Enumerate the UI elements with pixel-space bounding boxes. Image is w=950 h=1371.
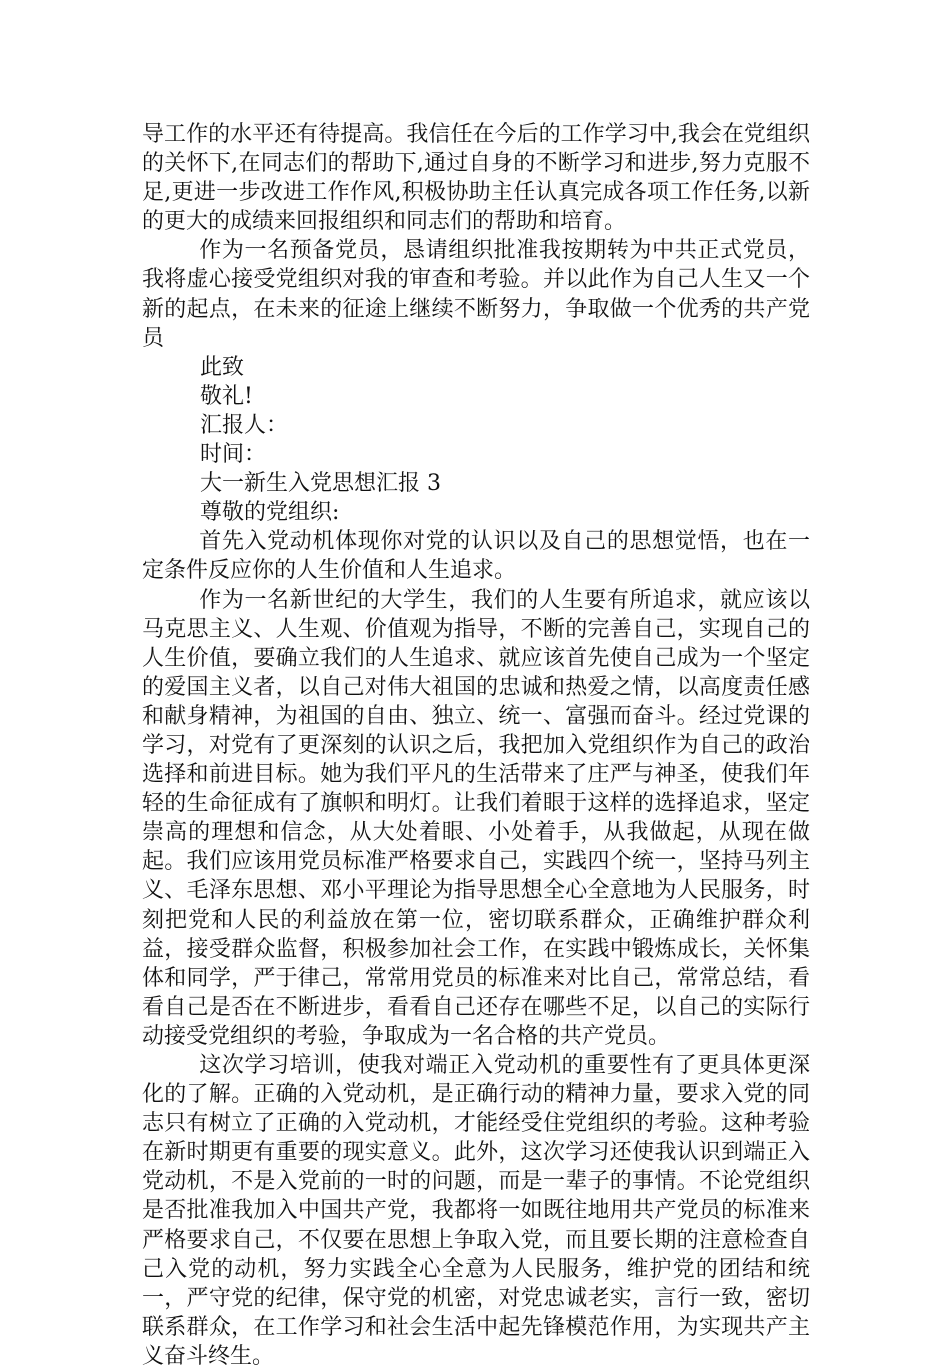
time-label: 时间： bbox=[200, 442, 267, 468]
section-title: 大一新生入党思想汇报 3 bbox=[200, 471, 441, 497]
body-paragraph-training: 这次学习培训，使我对端正入党动机的重要性有了更具体更深化的了解。正确的入党动机，是正确行动的精神力量，要求入党的同志只有树立了正确的入党动机，才能经受住党组织的考验。这种考验在新时期更有重要的现实意义。此外，这次学习还使我认识到端正入党动机，不是入党前的一时的问题，而是一辈子的事情。不论党组织是否批准我加入中国共产党，我都将一如既往地用共产党员的标准来严格要求自己，不仅要在思想上争取入党，而且要长期的注意检查自己入党的动机，努力实践全心全意为人民服务，维护党的团结和统一，严守党的纪律，保守党的机密，对党忠诚老实，言行一致，密切联系群众，在工作学习和社会生活中起先锋模范作用，为实现共产主义奋斗终生。 bbox=[142, 1053, 810, 1369]
paragraph-probationary-member: 作为一名预备党员，恳请组织批准我按期转为中共正式党员，我将虚心接受党组织对我的审查和考验。并以此作为自己人生又一个新的起点，在未来的征途上继续不断努力，争取做一个优秀的共产党员 bbox=[142, 238, 810, 351]
body-paragraph-motivation: 首先入党动机体现你对党的认识以及自己的思想觉悟，也在一定条件反应你的人生价值和人生追求。 bbox=[142, 529, 810, 584]
salutation: 尊敬的党组织: bbox=[200, 500, 340, 526]
closing-regards: 敬礼! bbox=[200, 383, 253, 409]
body-paragraph-student: 作为一名新世纪的大学生，我们的人生要有所追求，就应该以马克思主义、人生观、价值观为指导，不断的完善自己，实现自己的人生价值，要确立我们的人生追求、就应该首先使自己成为一个坚定的爱国主义者，以自己对伟大祖国的忠诚和热爱之情，以高度责任感和献身精神，为祖国的自由、独立、统一、富强而奋斗。经过党课的学习，对党有了更深刻的认识之后，我把加入党组织作为自己的政治选择和前进目标。她为我们平凡的生活带来了庄严与神圣，使我们年轻的生命征成有了旗帜和明灯。让我们着眼于这样的选择追求，坚定崇高的理想和信念，从大处着眼、小处着手，从我做起，从现在做起。我们应该用党员标准严格要求自己，实践四个统一，坚持马列主义、毛泽东思想、邓小平理论为指导思想全心全意地为人民服务，时刻把党和人民的利益放在第一位，密切联系群众，正确维护群众利益，接受群众监督，积极参加社会工作，在实践中锻炼成长，关怀集体和同学，严于律己，常常用党员的标准来对比自己，常常总结，看看自己是否在不断进步，看看自己还存在哪些不足，以自己的实际行动接受党组织的考验，争取成为一名合格的共产党员。 bbox=[142, 587, 810, 1049]
closing-salutation: 此致 bbox=[200, 354, 245, 380]
paragraph-continuation: 导工作的水平还有待提高。我信任在今后的工作学习中,我会在党组织的关怀下,在同志们的帮助下,通过自身的不断学习和进步,努力克服不足,更进一步改进工作作风,积极协助主任认真完成各项工作任务,以新的更大的成绩来回报组织和同志们的帮助和培育。 bbox=[142, 122, 810, 235]
document-page bbox=[142, 120, 810, 1371]
reporter-label: 汇报人： bbox=[200, 412, 289, 438]
